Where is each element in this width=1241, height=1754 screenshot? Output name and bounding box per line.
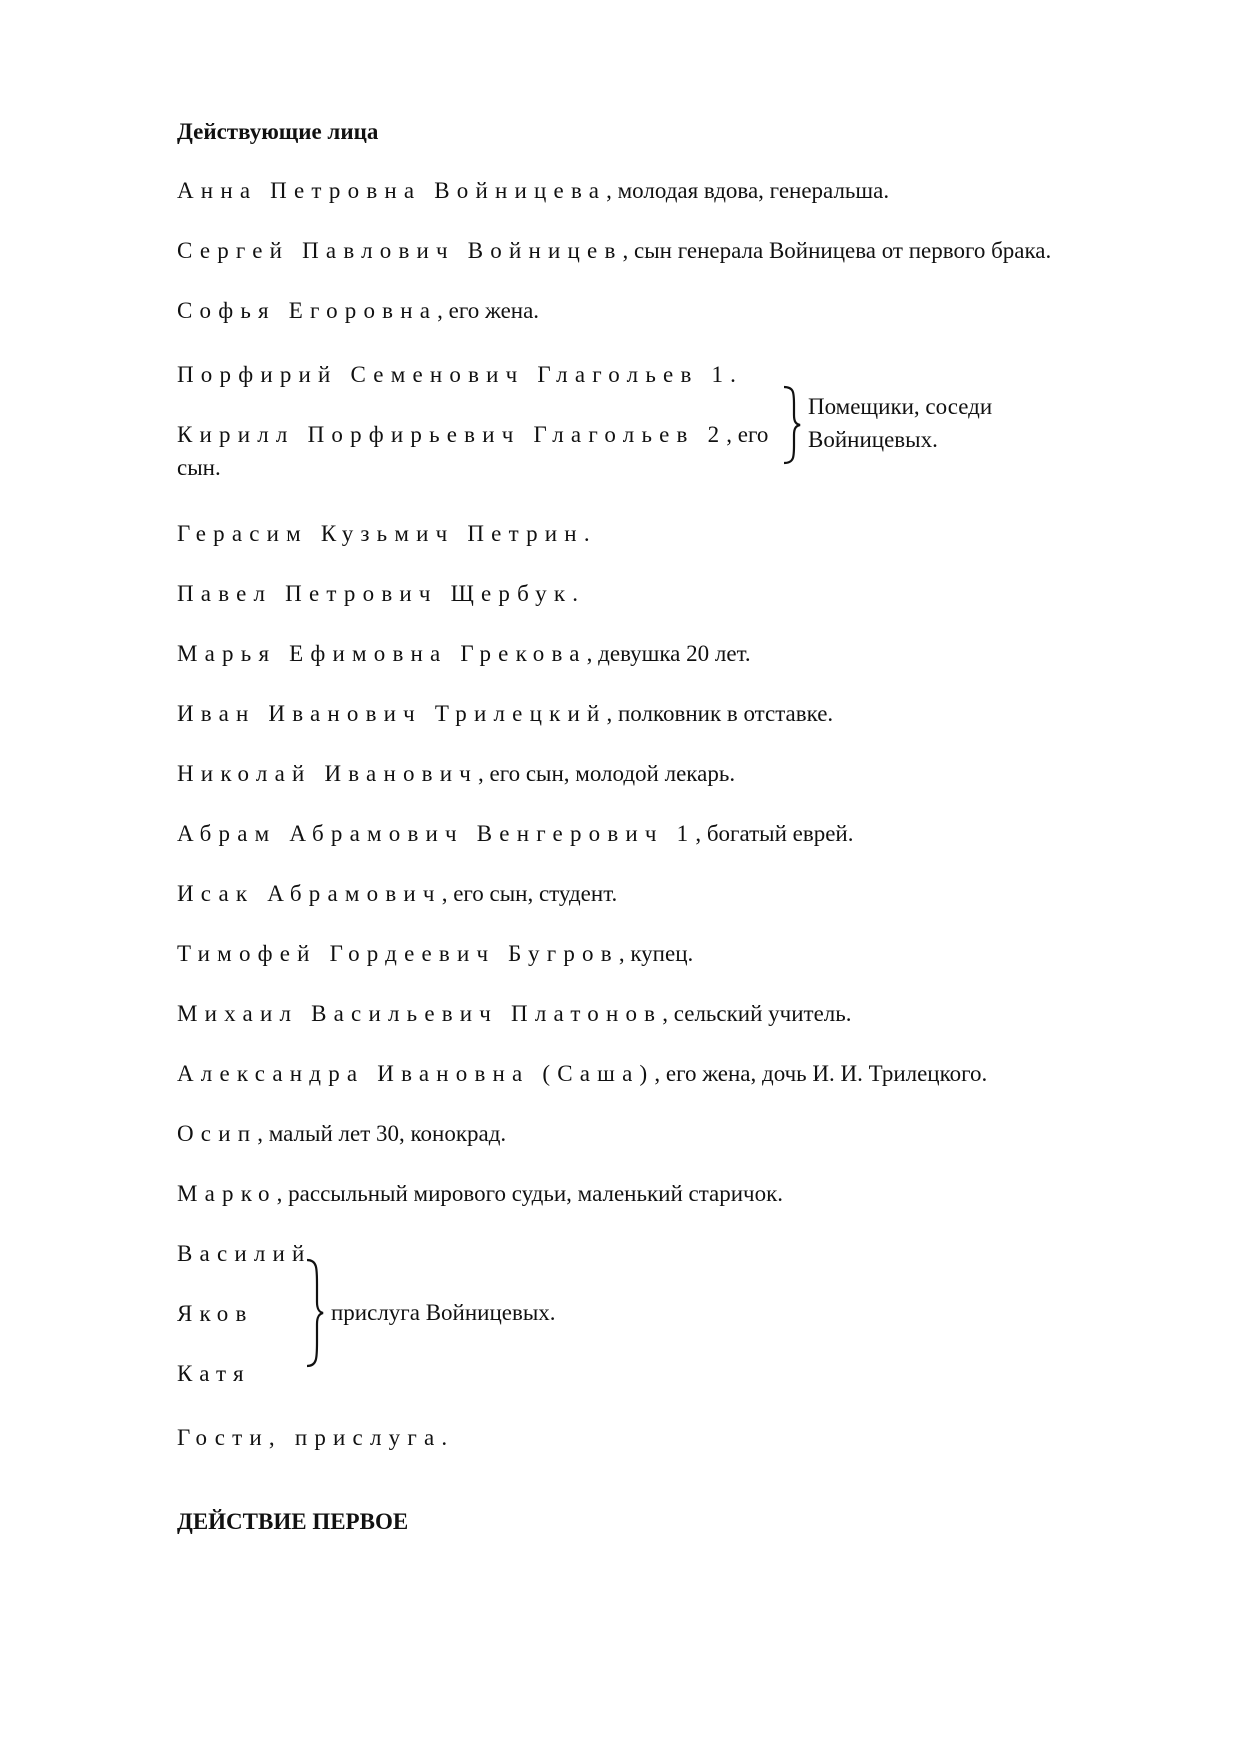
character-line	[177, 761, 735, 787]
character-name: Николай Иванович	[177, 761, 478, 786]
character-desc: , сын генерала Войницева от первого брака.	[622, 238, 1052, 263]
character-line	[177, 1181, 783, 1207]
character-desc: , рассыльный мирового судьи, маленький старичок.	[276, 1181, 784, 1206]
character-line	[177, 298, 539, 324]
character-line	[177, 422, 768, 448]
character-name: Сергей Павлович Войницев	[177, 238, 623, 263]
character-line	[177, 1001, 852, 1027]
servant-name: Яков	[177, 1301, 254, 1326]
character-desc: , купец.	[618, 941, 694, 966]
character-line	[177, 1061, 987, 1087]
landowners-brace	[780, 385, 802, 465]
character-name: Абрам Абрамович Венгерович 1	[177, 821, 696, 846]
character-desc: , его жена.	[437, 298, 540, 323]
character-line	[177, 238, 1051, 264]
cast-heading: Действующие лица	[177, 119, 379, 144]
servant-name: Катя	[177, 1361, 251, 1386]
character-name: Павел Петрович Щербук.	[177, 581, 586, 606]
landowners-label-line: Войницевых.	[808, 427, 938, 452]
character-desc: , полковник в отставке.	[606, 701, 834, 726]
character-name: Осип	[177, 1121, 258, 1146]
character-desc: , малый лет 30, конокрад.	[257, 1121, 507, 1146]
character-name: Анна Петровна Войницева	[177, 178, 607, 203]
character-name: Иван Иванович Трилецкий	[177, 701, 607, 726]
servants-label: прислуга Войницевых.	[331, 1300, 556, 1325]
character-name: Кирилл Порфирьевич Глагольев 2	[177, 422, 727, 447]
character-name: Софья Егоровна	[177, 298, 438, 323]
servant-name: Василий	[177, 1241, 312, 1266]
landowners-label-line: Помещики, соседи	[808, 394, 993, 419]
character-desc: , богатый еврей.	[695, 821, 854, 846]
character-line	[177, 881, 617, 907]
character-desc-continuation: сын.	[177, 455, 221, 480]
servants-brace	[303, 1258, 325, 1368]
character-desc: , сельский учитель.	[662, 1001, 852, 1026]
character-name: Порфирий Семенович Глагольев 1.	[177, 362, 744, 387]
character-line	[177, 701, 833, 727]
character-line	[177, 362, 743, 388]
character-line	[177, 178, 889, 204]
character-line	[177, 641, 751, 667]
character-line	[177, 941, 693, 967]
character-name: Герасим Кузьмич Петрин.	[177, 521, 597, 546]
character-desc: , его сын, молодой лекарь.	[478, 761, 736, 786]
character-line	[177, 821, 854, 847]
character-name: Марко	[177, 1181, 277, 1206]
character-line	[177, 1121, 506, 1147]
character-name: Тимофей Гордеевич Бугров	[177, 941, 619, 966]
character-name: Марья Ефимовна Грекова	[177, 641, 587, 666]
character-name: Михаил Васильевич Платонов	[177, 1001, 663, 1026]
character-desc: , молодая вдова, генеральша.	[606, 178, 890, 203]
landowners-label	[808, 390, 992, 456]
character-line	[177, 581, 585, 607]
character-name: Александра Ивановна (Саша)	[177, 1061, 655, 1086]
character-desc: , его жена, дочь И. И. Трилецкого.	[654, 1061, 988, 1086]
character-desc: , его сын, студент.	[441, 881, 618, 906]
guests-line: Гости, прислуга.	[177, 1425, 455, 1450]
character-name: Исак Абрамович	[177, 881, 442, 906]
character-desc: , его	[726, 422, 769, 447]
character-line	[177, 521, 597, 547]
act-title: ДЕЙСТВИЕ ПЕРВОЕ	[177, 1509, 409, 1534]
character-desc: , девушка 20 лет.	[586, 641, 751, 666]
